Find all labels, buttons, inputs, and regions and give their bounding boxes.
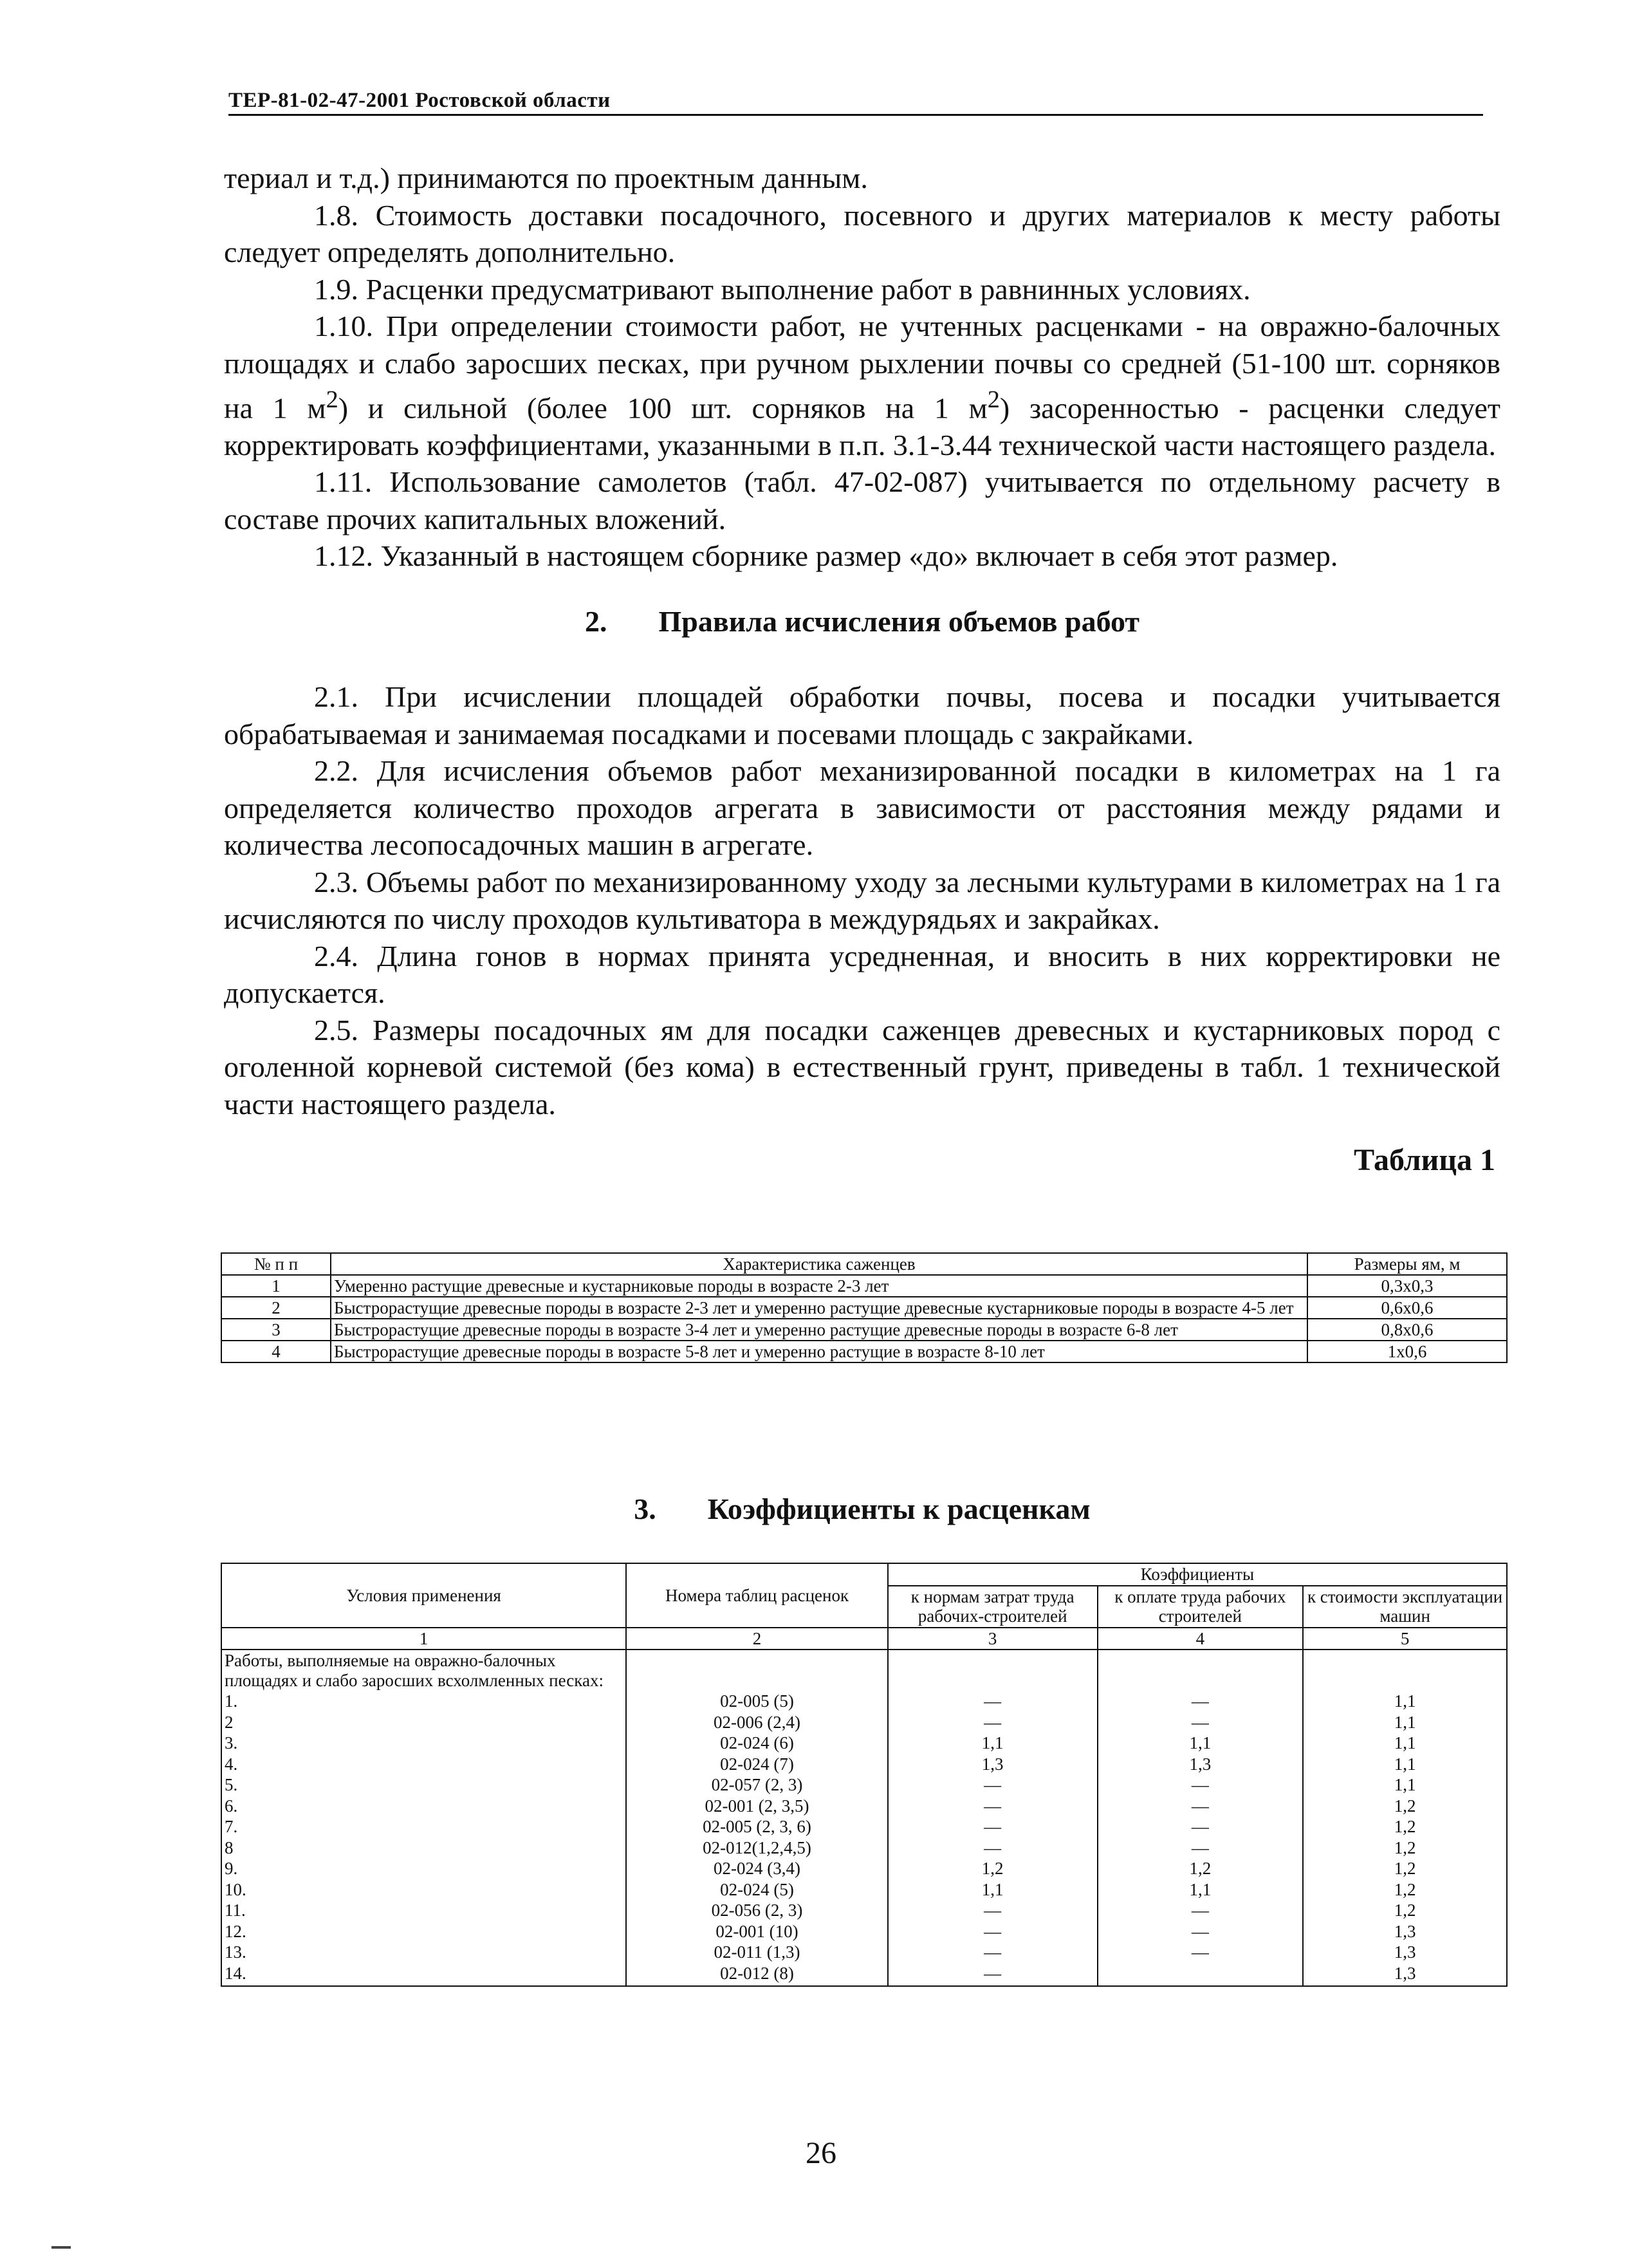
row-coef-wages: 1,2 [1098,1858,1304,1879]
table-1-header-desc: Характеристика саженцев [331,1253,1307,1275]
colnum-1: 1 [221,1628,626,1650]
row-table-refs: 02-057 (2, 3) [626,1774,888,1796]
table-row [221,1837,1507,1859]
row-desc: Быстрорастущие древесные породы в возрасте 3-4 лет и умеренно растущие древесные породы в возрасте 6-8 лет [331,1319,1307,1341]
paragraph-2-1: 2.1. При исчислении площадей обработки почвы, посева и посадки учитывается обрабатываемая и занимаемая посадками и посевами площадь с закрайками. [224,680,1500,750]
row-coef-machines: 1,3 [1303,1921,1507,1942]
paragraph-1-8: 1.8. Стоимость доставки посадочного, посевного и других материалов к месту работы следует определять дополнительно. [224,198,1500,268]
row-coef-wages [1098,1963,1304,1984]
table-row [221,1319,1507,1341]
row-table-refs: 02-024 (7) [626,1754,888,1775]
header-conditions: Условия применения [221,1563,626,1628]
row-table-refs: 02-005 (2, 3, 6) [626,1816,888,1837]
row-label: 14. [221,1963,626,1984]
header-coefficients: Коэффициенты [888,1563,1507,1586]
row-coef-wages: — [1098,1921,1304,1942]
paragraph-1-9: 1.9. Расценки предусматривают выполнение работ в равнинных условиях. [314,272,1251,306]
row-coef-labor: 1,3 [888,1754,1098,1775]
colnum-5: 5 [1303,1628,1507,1650]
row-desc: Быстрорастущие древесные породы в возрасте 5-8 лет и умеренно растущие в возрасте 8-10 лет [331,1341,1307,1362]
row-coef-wages: 1,1 [1098,1879,1304,1901]
row-coef-labor: 1,1 [888,1733,1098,1754]
section-2-title: Правила исчисления объемов работ [658,604,1139,638]
row-label: 13. [221,1942,626,1963]
table-2-bottom [221,1984,1507,1986]
row-table-refs: 02-024 (6) [626,1733,888,1754]
row-coef-wages: 1,1 [1098,1733,1304,1754]
colnum-3: 3 [888,1628,1098,1650]
body-text [224,160,1500,1189]
row-label: 6. [221,1796,626,1817]
paragraph-2-3: 2.3. Объемы работ по механизированному уходу за лесными культурами в километрах на 1 га исчисляются по числу проходов культиватора в междурядьях и закрайках. [224,865,1500,936]
row-coef-labor: — [888,1712,1098,1733]
row-coef-machines: 1,1 [1303,1733,1507,1754]
row-table-refs: 02-056 (2, 3) [626,1900,888,1921]
row-label: 4. [221,1754,626,1775]
row-desc: Умеренно растущие древесные и кустарниковые породы в возрасте 2-3 лет [331,1275,1307,1297]
row-table-refs: 02-024 (5) [626,1879,888,1901]
table-row [221,1275,1507,1297]
row-size: 0,6х0,6 [1307,1297,1507,1319]
paragraph-2-2: 2.2. Для исчисления объемов работ механизированной посадки в километрах на 1 га определяется количество проходов агрегата в зависимости от расстояния между рядами и количества лесопосадочных машин в агрегате. [224,754,1500,862]
section-3-number: 3. [634,1492,656,1525]
row-coef-labor: — [888,1921,1098,1942]
row-coef-wages: — [1098,1942,1304,1963]
table-1-header-row [221,1253,1507,1275]
section-3-heading [224,1492,1500,1526]
row-table-refs: 02-012 (8) [626,1963,888,1984]
paragraph-continuation: териал и т.д.) принимаются по проектным данным. [224,162,868,194]
colnum-2: 2 [626,1628,888,1650]
paragraph-1-11: 1.11. Использование самолетов (табл. 47-02-087) учитывается по отдельному расчету в составе прочих капитальных вложений. [224,465,1500,535]
header-table-numbers: Номера таблиц расценок [626,1563,888,1628]
row-table-refs: 02-011 (1,3) [626,1942,888,1963]
row-label: 11. [221,1900,626,1921]
row-size: 0,8х0,6 [1307,1319,1507,1341]
row-coef-labor: 1,1 [888,1879,1098,1901]
row-label: 12. [221,1921,626,1942]
table-row [221,1879,1507,1901]
table-row [221,1900,1507,1921]
row-table-refs: 02-012(1,2,4,5) [626,1837,888,1859]
row-size: 1х0,6 [1307,1341,1507,1362]
row-coef-labor: — [888,1796,1098,1817]
row-table-refs: 02-006 (2,4) [626,1712,888,1733]
page-number: 26 [806,2136,836,2170]
paragraph-2-5: 2.5. Размеры посадочных ям для посадки саженцев древесных и кустарниковых пород с оголенной корневой системой (без кома) в естественный грунт, приведены в табл. 1 технической части настоящего раздела. [224,1013,1500,1120]
table-1-caption: Таблица 1 [1354,1143,1495,1178]
table-2 [221,1563,1508,1987]
table-row [221,1942,1507,1963]
p110-part-a: 1.10. При определении стоимости работ, не учтенных расценками - на овражно-балочных площадях и слабо заросших песках, при ручном рыхлении почвы со средней (51-100 шт. сорняков на 1 м [224,310,1500,425]
colnum-4: 4 [1098,1628,1304,1650]
running-header: ТЕР-81-02-47-2001 Ростовской области [228,89,1483,116]
paragraph-1-12: 1.12. Указанный в настоящем сборнике размер «до» включает в себя этот размер. [314,539,1338,573]
row-table-refs: 02-005 (5) [626,1691,888,1712]
row-coef-labor: — [888,1816,1098,1837]
paragraph-2-4: 2.4. Длина гонов в нормах принята усредненная, и вносить в них корректировки не допускается. [224,939,1500,1010]
group-label: Работы, выполняемые на овражно-балочных площадях и слабо заросших всхолмленных песках: [221,1650,626,1691]
row-label: 7. [221,1816,626,1837]
scan-mark [51,2246,71,2249]
table-row [221,1754,1507,1775]
row-coef-wages: — [1098,1900,1304,1921]
section-2-heading [224,603,1500,640]
row-coef-machines: 1,1 [1303,1754,1507,1775]
table-1-header-size: Размеры ям, м [1307,1253,1507,1275]
row-table-refs: 02-001 (10) [626,1921,888,1942]
p110-part-b: ) и сильной (более 100 шт. сорняков на 1 м [338,391,988,425]
row-coef-machines: 1,3 [1303,1963,1507,1984]
table-row [221,1796,1507,1817]
row-num: 3 [221,1319,331,1341]
row-coef-labor: — [888,1963,1098,1984]
row-coef-labor: — [888,1774,1098,1796]
row-coef-machines: 1,2 [1303,1816,1507,1837]
row-coef-machines: 1,2 [1303,1879,1507,1901]
row-coef-wages: — [1098,1774,1304,1796]
row-coef-machines: 1,3 [1303,1942,1507,1963]
table-row [221,1297,1507,1319]
table-row [221,1921,1507,1942]
row-label: 5. [221,1774,626,1796]
row-table-refs: 02-001 (2, 3,5) [626,1796,888,1817]
section-2-number: 2. [585,604,607,638]
table-row [221,1858,1507,1879]
table-2-header-row-1 [221,1563,1507,1586]
table-1-header-num: № п п [221,1253,331,1275]
row-coef-machines: 1,1 [1303,1774,1507,1796]
header-coef-machines: к стоимости эксплуатации машин [1303,1586,1507,1628]
row-label: 2 [221,1712,626,1733]
row-coef-wages: — [1098,1816,1304,1837]
row-size: 0,3х0,3 [1307,1275,1507,1297]
row-label: 9. [221,1858,626,1879]
superscript-2: 2 [987,386,1000,413]
table-2-column-numbers [221,1628,1507,1650]
row-coef-machines: 1,1 [1303,1712,1507,1733]
p110-part-c: ) засоренностью - расценки следует корректировать коэффициентами, указанными в п.п. 3.1-3.44 технической части настоящего раздела. [224,391,1500,461]
row-coef-labor: — [888,1900,1098,1921]
row-coef-wages: — [1098,1712,1304,1733]
row-label: 8 [221,1837,626,1859]
row-coef-wages: — [1098,1837,1304,1859]
table-row [221,1963,1507,1984]
superscript-2: 2 [326,386,338,413]
row-coef-labor: — [888,1691,1098,1712]
table-1 [221,1252,1508,1363]
row-label: 1. [221,1691,626,1712]
row-coef-wages: — [1098,1691,1304,1712]
row-table-refs: 02-024 (3,4) [626,1858,888,1879]
table-2-body [221,1650,1507,1984]
row-coef-machines: 1,2 [1303,1796,1507,1817]
row-label: 3. [221,1733,626,1754]
table-row [221,1691,1507,1712]
row-desc: Быстрорастущие древесные породы в возрасте 2-3 лет и умеренно растущие древесные кустарниковые породы в возрасте 4-5 лет [331,1297,1307,1319]
row-coef-machines: 1,1 [1303,1691,1507,1712]
row-label: 10. [221,1879,626,1901]
paragraph-1-10 [224,308,1500,463]
section-3-title: Коэффициенты к расценкам [707,1492,1091,1525]
table-row [221,1774,1507,1796]
table-row [221,1341,1507,1362]
row-num: 2 [221,1297,331,1319]
header-coef-labor: к нормам затрат труда рабочих-строителей [888,1586,1098,1628]
row-coef-labor: 1,2 [888,1858,1098,1879]
row-coef-machines: 1,2 [1303,1837,1507,1859]
table-row [221,1733,1507,1754]
row-coef-labor: — [888,1942,1098,1963]
row-num: 1 [221,1275,331,1297]
row-coef-wages: — [1098,1796,1304,1817]
row-coef-labor: — [888,1837,1098,1859]
table-row [221,1712,1507,1733]
group-label-row [221,1650,1507,1691]
table-row [221,1816,1507,1837]
header-coef-wages: к оплате труда рабочих строителей [1098,1586,1304,1628]
row-num: 4 [221,1341,331,1362]
row-coef-machines: 1,2 [1303,1858,1507,1879]
row-coef-machines: 1,2 [1303,1900,1507,1921]
row-coef-wages: 1,3 [1098,1754,1304,1775]
